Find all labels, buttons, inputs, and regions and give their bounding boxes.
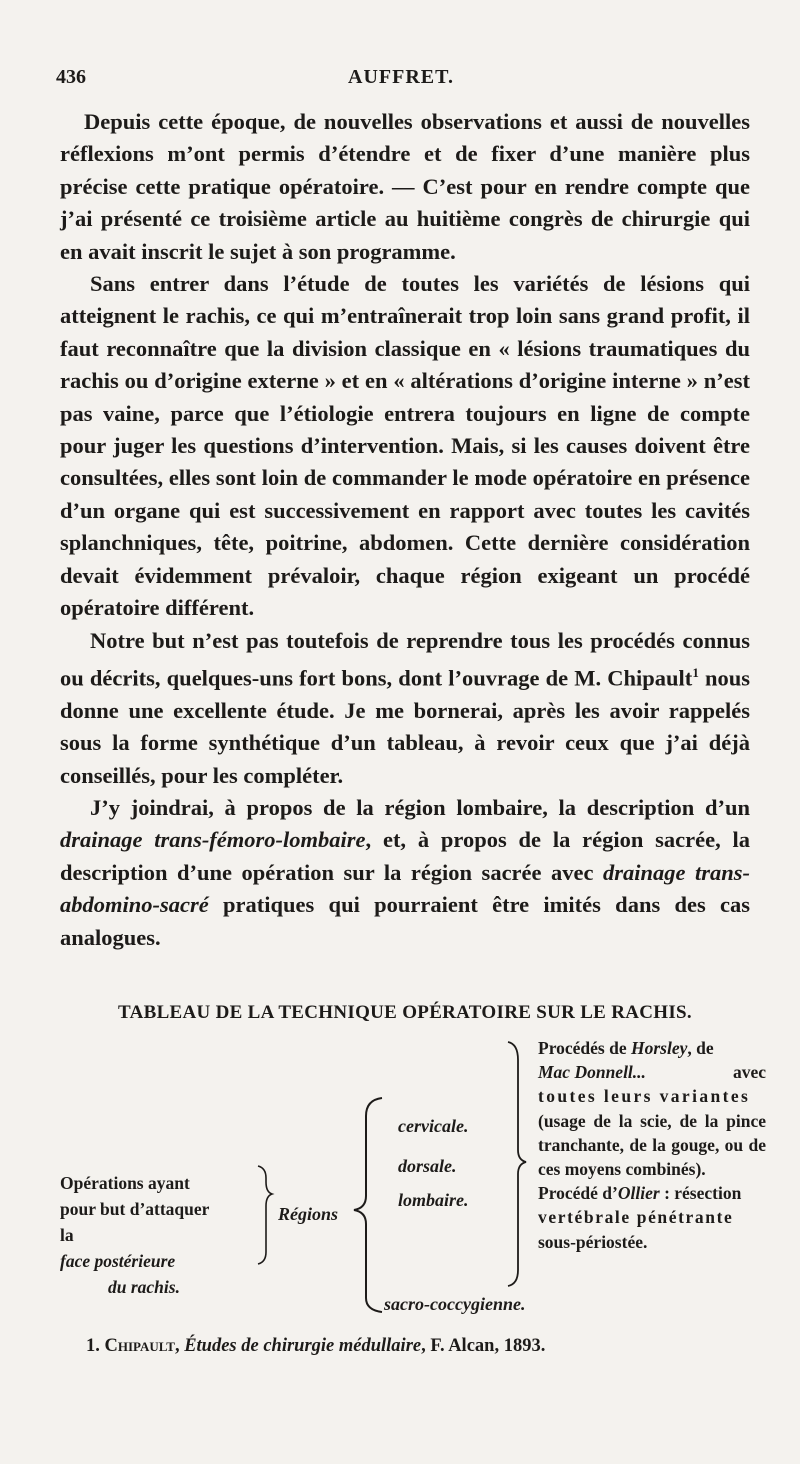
procedures-list [538, 1036, 766, 1254]
page-number: 436 [56, 66, 86, 88]
proc-sous-periostee: sous-périostée. [538, 1231, 648, 1252]
paragraph-1: Depuis cette époque, de nouvelles observations et aussi de nouvelles réflexions m’ont permis d’étendre et de fixer d’une manière plus précise cette pratique opératoire. — C’est pour en rendre compte que j’ai présenté ce troisième article au huitième congrès de chirurgie qui en avait inscrit le sujet à son programme. [60, 109, 750, 264]
footnote-publisher: , F. Alcan, 1893. [421, 1336, 546, 1356]
proc-mac-donnell [538, 1060, 766, 1084]
paragraph-4 [60, 792, 750, 954]
level-sacro-coccygienne: sacro-coccygienne. [384, 1294, 526, 1314]
technique-table [60, 1036, 766, 1322]
level-cervicale: cervicale. [398, 1116, 469, 1136]
proc2-a: Procédé d’ [538, 1183, 618, 1204]
level-dorsale: dorsale. [398, 1156, 457, 1176]
footnote-title: Études de chirurgie médullaire [184, 1336, 422, 1356]
level-lombaire: lombaire. [398, 1190, 469, 1210]
drainage-abdomino-sacre: drainage trans-abdomino-sacré [60, 859, 751, 918]
face-posterieure: face postérieure [60, 1251, 176, 1271]
operations-description [60, 1170, 256, 1300]
proc-variantes: toutes leurs variantes [538, 1086, 751, 1107]
mac-donnell: Mac Donnell... [538, 1062, 646, 1083]
proc1-b: , de [687, 1038, 714, 1058]
ops-line-3-a: la [60, 1225, 74, 1245]
body-text [60, 106, 750, 954]
running-head: AUFFRET. [348, 66, 454, 88]
regions-label: Régions [278, 1204, 339, 1224]
ops-line-3 [60, 1222, 256, 1274]
page-header [56, 66, 746, 100]
ops-line-2: pour but d’attaquer [60, 1199, 210, 1219]
paragraph-3-text-b: nous donne une excellente étude. Je me bornerai, après les avoir rappelés sous la forme synthétique d’un tableau, à revoir ceux que j’ai déjà conseillés, pour les compléter. [60, 665, 750, 788]
paragraph-4-text-c: pratiques qui pourraient être imités dans des cas analogues. [60, 892, 750, 950]
drainage-femoro-lombaire: drainage trans-fémoro-lombaire [60, 827, 366, 853]
footnote-number: 1. [86, 1336, 100, 1356]
paragraph-3-text-a: Notre but n’est pas toutefois de reprendre tous les procédés connus ou décrits, quelques-uns fort bons, dont l’ouvrage de M. Chipault [60, 627, 750, 691]
proc-usage: (usage de la scie, de la pince tranchante, de la gouge, ou de ces moyens combinés). [538, 1110, 766, 1180]
paragraph-4-text-b: , et, à propos de la région sacrée, la description d’une opération sur la région sacrée avec [60, 827, 750, 885]
footnote-author: Chipault [104, 1336, 175, 1356]
footnote-ref: 1 [692, 664, 699, 680]
proc-horsley [538, 1036, 766, 1060]
paragraph-2: Sans entrer dans l’étude de toutes les variétés de lésions qui atteignent le rachis, ce qui m’entraînerait trop loin sans grand profit, il faut reconnaître que la division classique en « lésions traumatiques du rachis ou d’origine externe » et en « altérations d’origine interne » n’est pas vaine, parce que l’étiologie entrera toujours en ligne de compte pour juger les questions d’intervention. Mais, si les causes doivent être consultées, elles sont loin de commander le mode opératoire en présence d’un organe qui est successivement en rapport avec toutes les cavités splanchniques, tête, poitrine, abdomen. Cette dernière considération devait évidemment prévaloir, chaque région exigeant un procédé opératoire différent. [60, 271, 750, 621]
paragraph-3 [60, 625, 750, 793]
paragraph-4-text-a: J’y joindrai, à propos de la région lombaire, la description d’un [90, 795, 750, 821]
proc2-b: : résection [659, 1183, 742, 1204]
proc1-c: avec [732, 1062, 766, 1083]
footnote: 1. Chipault, Études de chirurgie médullaire, F. Alcan, 1893. [86, 1336, 546, 1356]
proc-ollier [538, 1181, 766, 1205]
proc1-a: Procédés de [538, 1038, 631, 1058]
ollier: Ollier [617, 1183, 660, 1204]
horsley: Horsley [631, 1038, 688, 1058]
ops-line-1: Opérations ayant [60, 1173, 190, 1193]
proc-penetrante: vertébrale pénétrante [538, 1207, 734, 1228]
table-title: TABLEAU DE LA TECHNIQUE OPÉRATOIRE SUR LE RACHIS. [118, 1002, 692, 1023]
ops-line-4: du rachis. [108, 1277, 180, 1297]
